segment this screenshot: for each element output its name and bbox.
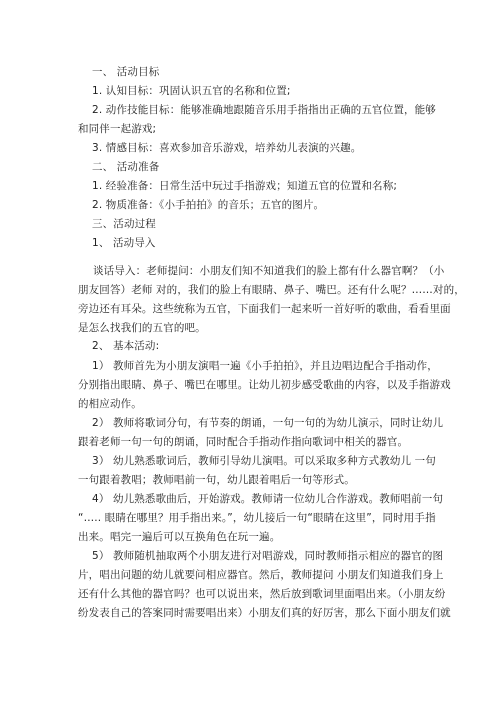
activity-step-5-cont: 片，唱出问题的幼儿就要问相应器官。然后，教师提问 小朋友们知道我们身上: [78, 569, 444, 581]
subheading-basic-activity: 2、 基本活动:: [92, 340, 160, 352]
activity-step-2: 2） 教师将歌词分句，有节奏的朗诵，一句一句的为幼儿演示，同时让幼儿: [92, 417, 444, 429]
intro-paragraph-line: 旁边还有耳朵。这些统称为五官，下面我们一起来听一首好听的歌曲，看看里面: [78, 303, 451, 315]
activity-step-4-cont: “….. 眼睛在哪里？用手指出来。”，幼儿接后一句“眼睛在这里”，同时用手指: [78, 512, 436, 524]
activity-step-1-cont: 分别指出眼睛、鼻子、嘴巴在哪里。让幼儿初步感受歌曲的内容，以及手指游戏: [78, 379, 451, 391]
goal-cognitive: 1. 认知目标：巩固认识五官的名称和位置;: [92, 85, 291, 97]
goal-motor-skill-cont: 和同伴一起游戏;: [78, 123, 157, 135]
activity-step-4: 4） 幼儿熟悉歌曲后，开始游戏。教师请一位幼儿合作游戏。教师唱前一句: [92, 493, 444, 505]
activity-step-2-cont: 跟着老师一句一句的朗诵，同时配合手指动作指向歌词中相关的器官。: [78, 436, 409, 448]
activity-step-3: 3） 幼儿熟悉歌词后，教师引导幼儿演唱。可以采取多种方式教幼儿 一句: [92, 455, 436, 467]
intro-paragraph-line: 朋友回答）老师 对的，我们的脸上有眼睛、鼻子、嘴巴。还有什么呢？……对的，: [78, 284, 465, 296]
goal-motor-skill: 2. 动作技能目标：能够准确地跟随音乐用手指指出正确的五官位置，能够: [92, 104, 436, 116]
activity-step-4-cont: 出来。唱完一遍后可以互换角色在玩一遍。: [78, 531, 281, 543]
section-heading-preparation: 二、 活动准备: [92, 161, 160, 173]
activity-step-5: 5） 教师随机抽取两个小朋友进行对唱游戏，同时教师指示相应的器官的图: [92, 550, 444, 562]
section-heading-process: 三、活动过程: [92, 218, 156, 230]
subheading-intro: 1、 活动导入: [92, 237, 156, 249]
goal-emotional: 3. 情感目标：喜欢参加音乐游戏，培养幼儿表演的兴趣。: [92, 142, 362, 154]
activity-step-3-cont: 一句跟着教唱；教师唱前一句，幼儿跟着唱后一句等形式。: [78, 474, 355, 486]
activity-step-5-cont: 还有什么其他的器官吗？也可以说出来，然后放到歌词里面唱出来。（小朋友纷: [78, 588, 446, 600]
intro-paragraph-line: 是怎么找我们的五官的吧。: [78, 322, 206, 334]
activity-step-1: 1） 教师首先为小朋友演唱一遍《小手拍拍》，并且边唱边配合手指动作，: [92, 360, 438, 372]
prep-materials: 2. 物质准备：《小手拍拍》的音乐；五官的图片。: [92, 199, 325, 211]
activity-step-5-cont: 纷发表自己的答案同时需要唱出来）小朋友们真的好厉害，那么下面小朋友们就: [78, 607, 451, 619]
intro-paragraph-line: 谈话导入：老师提问：小朋友们知不知道我们的脸上都有什么器官啊？（小: [93, 265, 445, 277]
activity-step-1-cont: 的相应动作。: [78, 398, 142, 410]
section-heading-goals: 一、 活动目标: [92, 66, 160, 78]
prep-experience: 1. 经验准备：日常生活中玩过手指游戏；知道五官的位置和名称;: [92, 180, 398, 192]
